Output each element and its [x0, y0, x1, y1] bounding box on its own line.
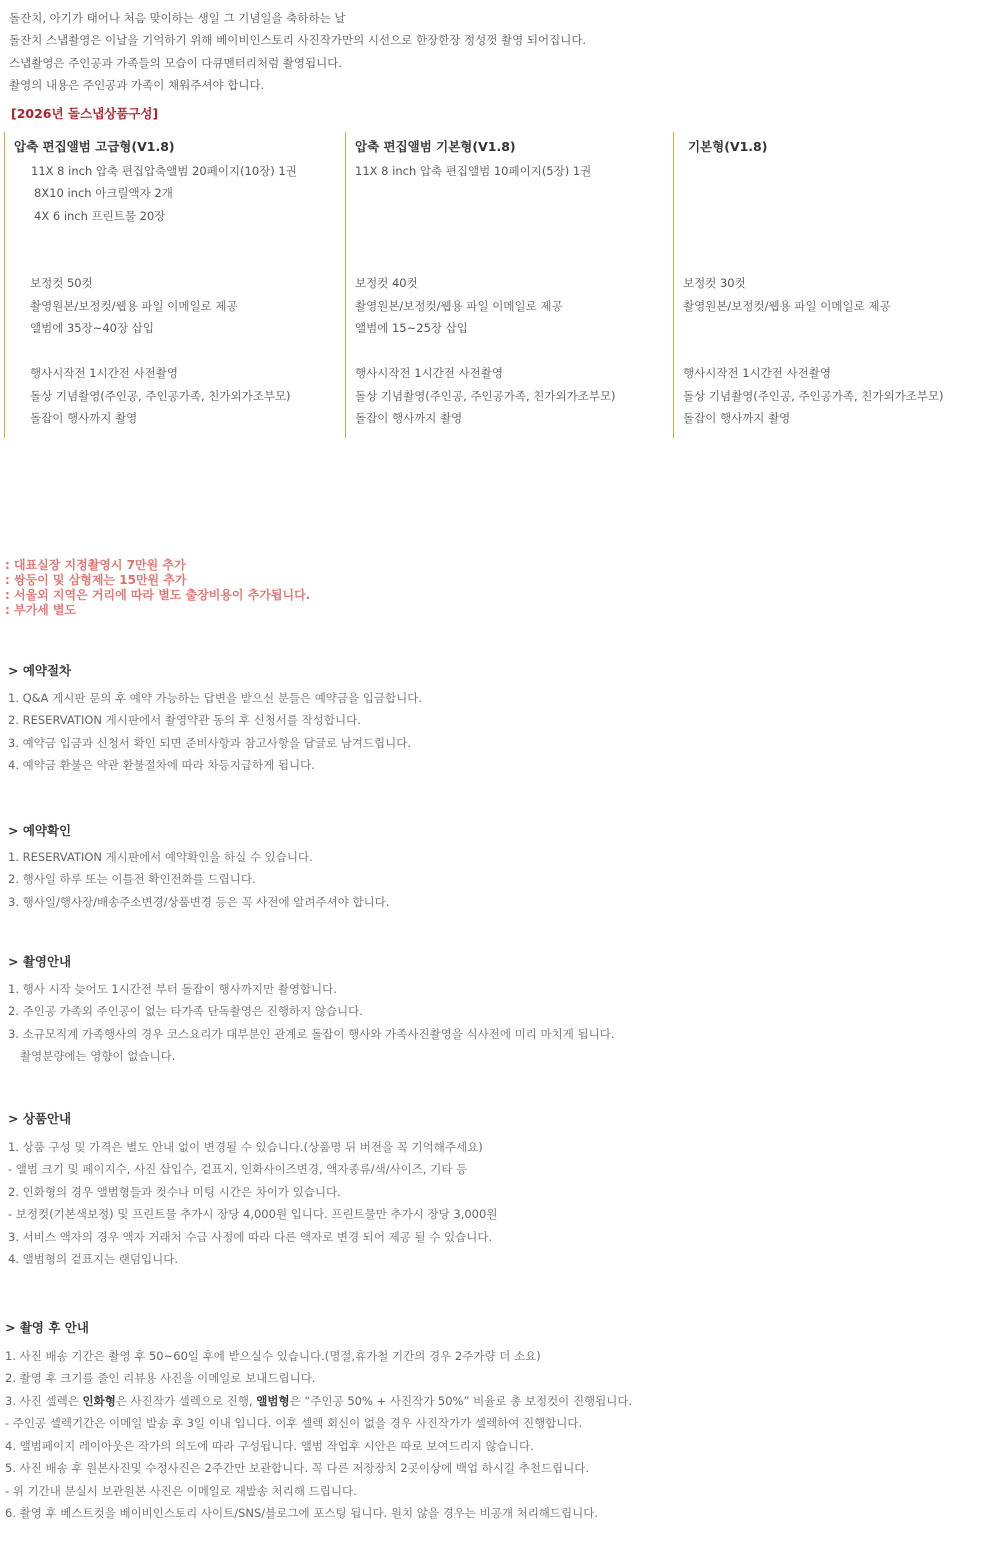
confirm-step: 2. 행사일 하루 또는 이틀전 확인전화를 드립니다. [8, 872, 256, 886]
shooting-item: 3. 소규모직계 가족행사의 경우 코스요리가 대부분인 관계로 돌잡이 행사와 가족사진촬영을 식사전에 미리 마치게 됩니다. [8, 1027, 615, 1041]
print-type-label: 인화형 [82, 1394, 116, 1408]
package-item: 행사시작전 1시간전 사전촬영 [683, 366, 831, 380]
package-item: 8X10 inch 아크릴액자 2개 [34, 186, 173, 200]
package-item: 11X 8 inch 압축 편집압축앨범 20페이지(10장) 1권 [31, 164, 297, 178]
shooting-item: 촬영분량에는 영향이 없습니다. [20, 1049, 176, 1063]
section-title-confirm: > 예약확인 [8, 823, 72, 838]
confirm-step: 3. 행사일/행사장/배송주소변경/상품변경 등은 꼭 사전에 알려주셔야 합니다. [8, 895, 390, 909]
section-title-after: > 촬영 후 안내 [5, 1320, 89, 1335]
product-item: 2. 인화형의 경우 앨범형들과 컷수나 미팅 시간은 차이가 있습니다. [8, 1185, 341, 1199]
reservation-step: 4. 예약금 환불은 약관 환불절차에 따라 차등지급하게 됩니다. [8, 758, 315, 772]
package-item: 앨범에 15~25장 삽입 [355, 321, 468, 335]
after-item: 4. 앨범페이지 레이아웃은 작가의 의도에 따라 구성됩니다. 앨범 작업후 시안은 따로 보여드리지 않습니다. [5, 1439, 534, 1453]
note-line: : 부가세 별도 [5, 603, 77, 617]
after-item: 2. 촬영 후 크기를 줄인 리뷰용 사진을 이메일로 보내드립니다. [5, 1371, 316, 1385]
note-line: : 대표실장 지정촬영시 7만원 추가 [5, 558, 186, 572]
product-item: 4. 앨범형의 겉표지는 랜덤입니다. [8, 1252, 179, 1266]
package-item: 4X 6 inch 프린트물 20장 [34, 209, 166, 223]
product-config-heading: [2026년 돌스냅상품구성] [11, 106, 159, 121]
confirm-step: 1. RESERVATION 게시판에서 예약확인을 하실 수 있습니다. [8, 850, 313, 864]
package-item: 돌상 기념촬영(주인공, 주인공가족, 친가외가조부모) [30, 389, 291, 403]
package-item: 행사시작전 1시간전 사전촬영 [355, 366, 503, 380]
package-standard [345, 132, 672, 438]
package-basic [673, 132, 994, 438]
package-premium [4, 132, 343, 438]
reservation-step: 3. 예약금 입금과 신청서 확인 되면 준비사항과 참고사항을 답글로 남겨드립니다. [8, 736, 412, 750]
package-item: 돌잡이 행사까지 촬영 [30, 411, 138, 425]
package-title: 기본형(V1.8) [688, 139, 768, 154]
package-item: 촬영원본/보정컷/웹용 파일 이메일로 제공 [30, 299, 238, 313]
after-item: 5. 사진 배송 후 원본사진및 수정사진은 2주간만 보관합니다. 꼭 다른 저장장치 2곳이상에 백업 하시길 추천드립니다. [5, 1461, 589, 1475]
after-item: 1. 사진 배송 기간은 촬영 후 50~60일 후에 받으실수 있습니다.(명절,휴가철 기간의 경우 2주가량 더 소요) [5, 1349, 541, 1363]
package-item: 돌잡이 행사까지 촬영 [683, 411, 791, 425]
after-item: - 주인공 셀렉기간은 이메일 발송 후 3일 이내 입니다. 이후 셀렉 회신이 없을 경우 사진작가가 셀렉하여 진행합니다. [5, 1416, 583, 1430]
package-item: 돌잡이 행사까지 촬영 [355, 411, 463, 425]
product-item: 3. 서비스 액자의 경우 액자 거래처 수급 사정에 따라 다른 액자로 변경 되어 제공 될 수 있습니다. [8, 1230, 493, 1244]
after-select-text: 은 “주인공 50% + 사진작가 50%” 비율로 총 보정컷이 진행됩니다. [289, 1394, 633, 1408]
package-item: 11X 8 inch 압축 편집앨범 10페이지(5장) 1권 [355, 164, 592, 178]
reservation-step: 1. Q&A 게시판 문의 후 예약 가능하는 답변을 받으신 분들은 예약금을 입금합니다. [8, 691, 422, 705]
package-item: 보정컷 40컷 [355, 276, 418, 290]
shooting-item: 2. 주인공 가족외 주인공이 없는 타가족 단독촬영은 진행하지 않습니다. [8, 1004, 363, 1018]
product-item: - 보정컷(기본색보정) 및 프린트물 추가시 장당 4,000원 입니다. 프린트물만 추가시 장당 3,000원 [8, 1207, 498, 1221]
package-item: 보정컷 50컷 [30, 276, 93, 290]
after-item: 6. 촬영 후 베스트컷을 베이비인스토리 사이트/SNS/블로그에 포스팅 됩니다. 원치 않을 경우는 비공개 처리해드립니다. [5, 1506, 599, 1520]
package-title: 압축 편집앨범 고급형(V1.8) [14, 139, 175, 154]
package-item: 돌상 기념촬영(주인공, 주인공가족, 친가외가조부모) [683, 389, 944, 403]
shooting-item: 1. 행사 시작 늦어도 1시간전 부터 돌잡이 행사까지만 촬영합니다. [8, 982, 337, 996]
album-type-label: 앨범형 [256, 1394, 290, 1408]
package-title: 압축 편집앨범 기본형(V1.8) [355, 139, 516, 154]
product-item: - 앨범 크기 및 페이지수, 사진 삽입수, 겉표지, 인화사이즈변경, 액자종류/색/사이즈, 기타 등 [8, 1162, 468, 1176]
reservation-step: 2. RESERVATION 게시판에서 촬영약관 동의 후 신청서를 작성합니다. [8, 713, 361, 727]
package-item: 촬영원본/보정컷/웹용 파일 이메일로 제공 [683, 299, 891, 313]
package-item: 촬영원본/보정컷/웹용 파일 이메일로 제공 [355, 299, 563, 313]
after-select-text: 은 사진작가 셀렉으로 진행, [115, 1394, 257, 1408]
package-item: 앨범에 35장~40장 삽입 [30, 321, 154, 335]
note-line: : 서울외 지역은 거리에 따라 별도 출장비용이 추가됩니다. [5, 588, 311, 602]
product-item: 1. 상품 구성 및 가격은 별도 안내 없이 변경될 수 있습니다.(상품명 뒤 버전을 꼭 기억해주세요) [8, 1140, 483, 1154]
after-item: - 위 기간내 분실시 보관원본 사진은 이메일로 재발송 처리해 드립니다. [5, 1484, 357, 1498]
section-title-shooting: > 촬영안내 [8, 954, 72, 969]
intro-line-4: 촬영의 내용은 주인공과 가족이 채워주셔야 합니다. [9, 78, 265, 92]
section-title-product: > 상품안내 [8, 1111, 72, 1126]
intro-line-1: 돌잔치, 아기가 태어나 처음 맞이하는 생일 그 기념일을 축하하는 날 [9, 11, 346, 25]
after-select-text: 3. 사진 셀렉은 [5, 1394, 83, 1408]
note-line: : 쌍둥이 및 삼형제는 15만원 추가 [5, 573, 187, 587]
section-title-reservation: > 예약절차 [8, 663, 72, 678]
after-item-select [5, 1393, 632, 1409]
intro-line-3: 스냅촬영은 주인공과 가족들의 모습이 다큐멘터리처럼 촬영됩니다. [9, 56, 342, 70]
intro-line-2: 돌잔치 스냅촬영은 이날을 기억하기 위해 베이비인스토리 사진작가만의 시선으로 한장한장 정성껏 촬영 되어집니다. [9, 33, 587, 47]
package-item: 행사시작전 1시간전 사전촬영 [30, 366, 178, 380]
package-item: 보정컷 30컷 [683, 276, 746, 290]
package-item: 돌상 기념촬영(주인공, 주인공가족, 친가외가조부모) [355, 389, 616, 403]
